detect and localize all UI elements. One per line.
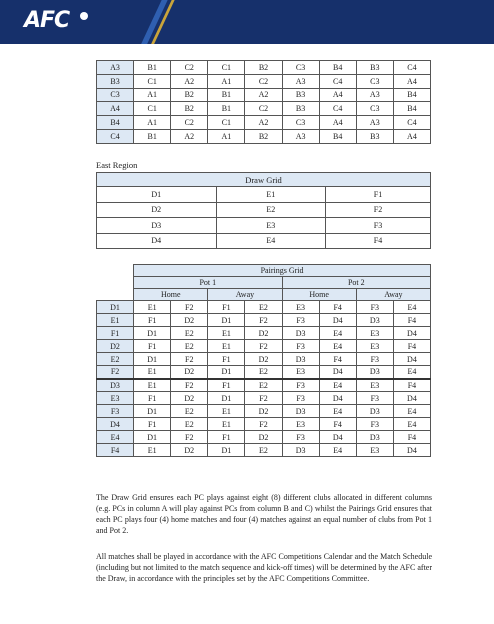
table-cell: E1 bbox=[134, 379, 171, 392]
table-cell: D1 bbox=[134, 431, 171, 444]
table-cell: C4 bbox=[319, 102, 356, 116]
table-cell: A4 bbox=[393, 74, 430, 88]
table-row bbox=[97, 88, 431, 102]
table-cell: E3 bbox=[282, 418, 319, 431]
table-cell: E3 bbox=[356, 379, 393, 392]
table-cell: D1 bbox=[208, 392, 245, 405]
table-cell: B1 bbox=[208, 102, 245, 116]
table-row bbox=[97, 431, 431, 444]
row-header-cell: D3 bbox=[97, 379, 134, 392]
table-cell: C1 bbox=[134, 74, 171, 88]
table-cell: F3 bbox=[282, 340, 319, 353]
table-cell: D4 bbox=[393, 353, 430, 366]
table-cell: D3 bbox=[356, 314, 393, 327]
table-cell: E4 bbox=[319, 405, 356, 418]
pot2-home-header: Home bbox=[282, 289, 356, 301]
table-cell: D4 bbox=[319, 366, 356, 379]
table-cell: D2 bbox=[171, 314, 208, 327]
table-cell: D4 bbox=[393, 444, 430, 457]
pairings-grid-title: Pairings Grid bbox=[134, 265, 431, 277]
table-cell: C2 bbox=[171, 61, 208, 75]
table-cell: F2 bbox=[245, 418, 282, 431]
table-row bbox=[97, 327, 431, 340]
row-header-cell: E2 bbox=[97, 353, 134, 366]
row-header-cell: D2 bbox=[97, 340, 134, 353]
table-row bbox=[97, 74, 431, 88]
table-cell: A4 bbox=[393, 129, 430, 143]
table-cell: B2 bbox=[245, 129, 282, 143]
table-cell: F2 bbox=[171, 353, 208, 366]
table-cell: D3 bbox=[282, 353, 319, 366]
table-cell: F2 bbox=[326, 202, 431, 218]
pot2-away-header: Away bbox=[356, 289, 430, 301]
table-cell: C4 bbox=[393, 116, 430, 130]
table-cell: C2 bbox=[245, 74, 282, 88]
table-cell: C1 bbox=[208, 116, 245, 130]
afc-logo: AFC bbox=[24, 8, 70, 33]
table-cell: F4 bbox=[326, 233, 431, 249]
table-cell: B4 bbox=[393, 102, 430, 116]
table-cell: B1 bbox=[134, 129, 171, 143]
table-cell: A3 bbox=[356, 88, 393, 102]
table-row bbox=[97, 202, 431, 218]
table-cell: F4 bbox=[393, 340, 430, 353]
table-cell: D3 bbox=[356, 405, 393, 418]
draw-grid-title: Draw Grid bbox=[97, 173, 431, 187]
table-cell: E3 bbox=[356, 444, 393, 457]
table-row bbox=[97, 418, 431, 431]
table-cell: D3 bbox=[356, 431, 393, 444]
table-cell: F3 bbox=[326, 218, 431, 234]
table-row bbox=[97, 405, 431, 418]
table-cell: E1 bbox=[208, 418, 245, 431]
pot1-header: Pot 1 bbox=[134, 277, 282, 289]
table-row bbox=[97, 102, 431, 116]
table-cell: C2 bbox=[171, 116, 208, 130]
pot1-away-header: Away bbox=[208, 289, 282, 301]
afc-header-banner bbox=[0, 0, 494, 44]
afc-logo-mark bbox=[80, 12, 88, 20]
table-cell: E4 bbox=[393, 301, 430, 314]
table-cell: C3 bbox=[282, 61, 319, 75]
table-row bbox=[97, 379, 431, 392]
table-cell: F3 bbox=[282, 392, 319, 405]
table-cell: E2 bbox=[171, 340, 208, 353]
table-cell: D4 bbox=[97, 233, 217, 249]
table-row bbox=[97, 366, 431, 379]
table-cell: D2 bbox=[171, 392, 208, 405]
row-header-cell: B3 bbox=[97, 74, 134, 88]
table-cell: A3 bbox=[356, 116, 393, 130]
row-header-cell: B4 bbox=[97, 116, 134, 130]
table-cell: F1 bbox=[134, 392, 171, 405]
table-row bbox=[97, 129, 431, 143]
table-cell: E4 bbox=[319, 379, 356, 392]
east-region-label: East Region bbox=[96, 160, 138, 170]
table-cell: F1 bbox=[208, 301, 245, 314]
table-cell: F1 bbox=[134, 340, 171, 353]
draw-grid-table bbox=[96, 172, 431, 249]
table-cell: A1 bbox=[134, 88, 171, 102]
row-header-cell: A3 bbox=[97, 61, 134, 75]
table-cell: F1 bbox=[208, 431, 245, 444]
table-cell: D4 bbox=[393, 327, 430, 340]
table-cell: F1 bbox=[134, 314, 171, 327]
table-cell: F4 bbox=[319, 353, 356, 366]
table-cell: E4 bbox=[393, 418, 430, 431]
table-cell: F3 bbox=[356, 418, 393, 431]
table-cell: D2 bbox=[171, 444, 208, 457]
table-cell: E3 bbox=[216, 218, 326, 234]
table-cell: E1 bbox=[134, 301, 171, 314]
table-cell: F3 bbox=[282, 379, 319, 392]
table-cell: B1 bbox=[134, 61, 171, 75]
table-row bbox=[97, 301, 431, 314]
table-cell: F3 bbox=[356, 353, 393, 366]
table-cell: E2 bbox=[245, 379, 282, 392]
table-cell: E4 bbox=[393, 366, 430, 379]
table-cell: C2 bbox=[245, 102, 282, 116]
table-cell: F1 bbox=[208, 379, 245, 392]
table-cell: D1 bbox=[134, 405, 171, 418]
row-header-cell: C3 bbox=[97, 88, 134, 102]
table-cell: A4 bbox=[319, 88, 356, 102]
table-cell: F3 bbox=[282, 314, 319, 327]
table-cell: B1 bbox=[208, 88, 245, 102]
table-cell: A1 bbox=[208, 74, 245, 88]
table-row bbox=[97, 61, 431, 75]
table-cell: E3 bbox=[356, 327, 393, 340]
table-row bbox=[97, 444, 431, 457]
table-cell: C1 bbox=[208, 61, 245, 75]
table-cell: E2 bbox=[171, 327, 208, 340]
table-cell: D4 bbox=[393, 392, 430, 405]
match-schedule-note: All matches shall be played in accordance with the AFC Competitions Calendar and the Match Schedule (including but not limited to the match sequence and kick-off times) will be determined by the AFC after the Draw, in accordance with the principles set by the AFC Competitions Committee. bbox=[96, 552, 432, 583]
table-cell: C4 bbox=[319, 74, 356, 88]
table-cell: E2 bbox=[171, 405, 208, 418]
table-cell: A4 bbox=[319, 116, 356, 130]
table-cell: D1 bbox=[134, 353, 171, 366]
table-cell: F4 bbox=[393, 379, 430, 392]
table-cell: F4 bbox=[319, 418, 356, 431]
table-row bbox=[97, 392, 431, 405]
table-cell: D3 bbox=[356, 366, 393, 379]
table-cell: A1 bbox=[208, 129, 245, 143]
table-cell: F2 bbox=[245, 314, 282, 327]
table-cell: F4 bbox=[393, 431, 430, 444]
table-cell: E1 bbox=[134, 444, 171, 457]
table-row bbox=[97, 340, 431, 353]
table-cell: B2 bbox=[171, 102, 208, 116]
table-cell: E2 bbox=[245, 444, 282, 457]
table-cell: B3 bbox=[356, 129, 393, 143]
table-cell: B3 bbox=[282, 88, 319, 102]
table-cell: F1 bbox=[208, 353, 245, 366]
table-row bbox=[97, 187, 431, 203]
table-cell: E4 bbox=[319, 340, 356, 353]
table-cell: D1 bbox=[208, 314, 245, 327]
table-cell: D2 bbox=[171, 366, 208, 379]
table-cell: B3 bbox=[282, 102, 319, 116]
pairings-grid-table bbox=[96, 264, 431, 457]
table-cell: C1 bbox=[134, 102, 171, 116]
table-cell: F4 bbox=[393, 314, 430, 327]
top-allocation-table bbox=[96, 60, 431, 144]
table-cell: E2 bbox=[245, 366, 282, 379]
table-cell: B4 bbox=[319, 129, 356, 143]
table-cell: D3 bbox=[97, 218, 217, 234]
table-cell: C4 bbox=[393, 61, 430, 75]
row-header-cell: F3 bbox=[97, 405, 134, 418]
table-cell: D1 bbox=[208, 444, 245, 457]
table-cell: D1 bbox=[97, 187, 217, 203]
table-cell: F4 bbox=[319, 301, 356, 314]
table-cell: D2 bbox=[245, 405, 282, 418]
table-cell: D3 bbox=[282, 405, 319, 418]
table-cell: F3 bbox=[356, 301, 393, 314]
table-cell: F2 bbox=[171, 379, 208, 392]
table-cell: A1 bbox=[134, 116, 171, 130]
row-header-cell: C4 bbox=[97, 129, 134, 143]
table-cell: F2 bbox=[171, 431, 208, 444]
row-header-cell: F2 bbox=[97, 366, 134, 379]
table-row bbox=[97, 116, 431, 130]
table-cell: D3 bbox=[282, 327, 319, 340]
draw-grid-explanation: The Draw Grid ensures each PC plays against eight (8) different clubs allocated in different columns (e.g. PCs in column A will play against PCs from column B and C) whilst the Pairings Grid ensures that each PC plays four (4) home matches and four (4) matches against an equal number of clubs from Pot 1 and Pot 2. bbox=[96, 493, 432, 535]
table-cell: F1 bbox=[326, 187, 431, 203]
table-cell: E1 bbox=[208, 327, 245, 340]
table-cell: D2 bbox=[245, 353, 282, 366]
row-header-cell: A4 bbox=[97, 102, 134, 116]
table-row bbox=[97, 218, 431, 234]
row-header-cell: E4 bbox=[97, 431, 134, 444]
table-cell: B2 bbox=[245, 61, 282, 75]
table-cell: C3 bbox=[356, 74, 393, 88]
table-cell: C3 bbox=[356, 102, 393, 116]
table-cell: E4 bbox=[319, 327, 356, 340]
table-row bbox=[97, 233, 431, 249]
table-cell: B4 bbox=[319, 61, 356, 75]
table-cell: E1 bbox=[208, 340, 245, 353]
table-cell: D2 bbox=[97, 202, 217, 218]
table-cell: D4 bbox=[319, 392, 356, 405]
table-cell: A2 bbox=[171, 129, 208, 143]
table-cell: F2 bbox=[245, 340, 282, 353]
table-cell: E4 bbox=[319, 444, 356, 457]
table-cell: A3 bbox=[282, 129, 319, 143]
table-cell: E4 bbox=[393, 405, 430, 418]
table-cell: E1 bbox=[134, 366, 171, 379]
table-cell: F2 bbox=[171, 301, 208, 314]
table-cell: E2 bbox=[216, 202, 326, 218]
table-cell: E2 bbox=[245, 301, 282, 314]
table-cell: E3 bbox=[356, 340, 393, 353]
table-cell: E4 bbox=[216, 233, 326, 249]
table-cell: D4 bbox=[319, 431, 356, 444]
table-cell: E3 bbox=[282, 366, 319, 379]
table-cell: D4 bbox=[319, 314, 356, 327]
table-cell: B3 bbox=[356, 61, 393, 75]
pot1-home-header: Home bbox=[134, 289, 208, 301]
row-header-cell: D1 bbox=[97, 301, 134, 314]
table-cell: A2 bbox=[245, 116, 282, 130]
table-cell: D1 bbox=[208, 366, 245, 379]
table-cell: E1 bbox=[208, 405, 245, 418]
table-cell: A2 bbox=[245, 88, 282, 102]
table-cell: B4 bbox=[393, 88, 430, 102]
table-cell: D3 bbox=[282, 444, 319, 457]
table-cell: F1 bbox=[134, 418, 171, 431]
table-cell: E2 bbox=[171, 418, 208, 431]
table-cell: A3 bbox=[282, 74, 319, 88]
table-row bbox=[97, 314, 431, 327]
table-cell: F3 bbox=[356, 392, 393, 405]
row-header-cell: E1 bbox=[97, 314, 134, 327]
table-cell: B2 bbox=[171, 88, 208, 102]
table-cell: D1 bbox=[134, 327, 171, 340]
row-header-cell: D4 bbox=[97, 418, 134, 431]
table-cell: D2 bbox=[245, 431, 282, 444]
table-cell: F3 bbox=[282, 431, 319, 444]
row-header-cell: F4 bbox=[97, 444, 134, 457]
table-cell: F2 bbox=[245, 392, 282, 405]
row-header-cell: E3 bbox=[97, 392, 134, 405]
table-row bbox=[97, 353, 431, 366]
table-cell: D2 bbox=[245, 327, 282, 340]
table-cell: C3 bbox=[282, 116, 319, 130]
table-cell: E1 bbox=[216, 187, 326, 203]
pot2-header: Pot 2 bbox=[282, 277, 430, 289]
table-cell: E3 bbox=[282, 301, 319, 314]
table-cell: A2 bbox=[171, 74, 208, 88]
row-header-cell: F1 bbox=[97, 327, 134, 340]
